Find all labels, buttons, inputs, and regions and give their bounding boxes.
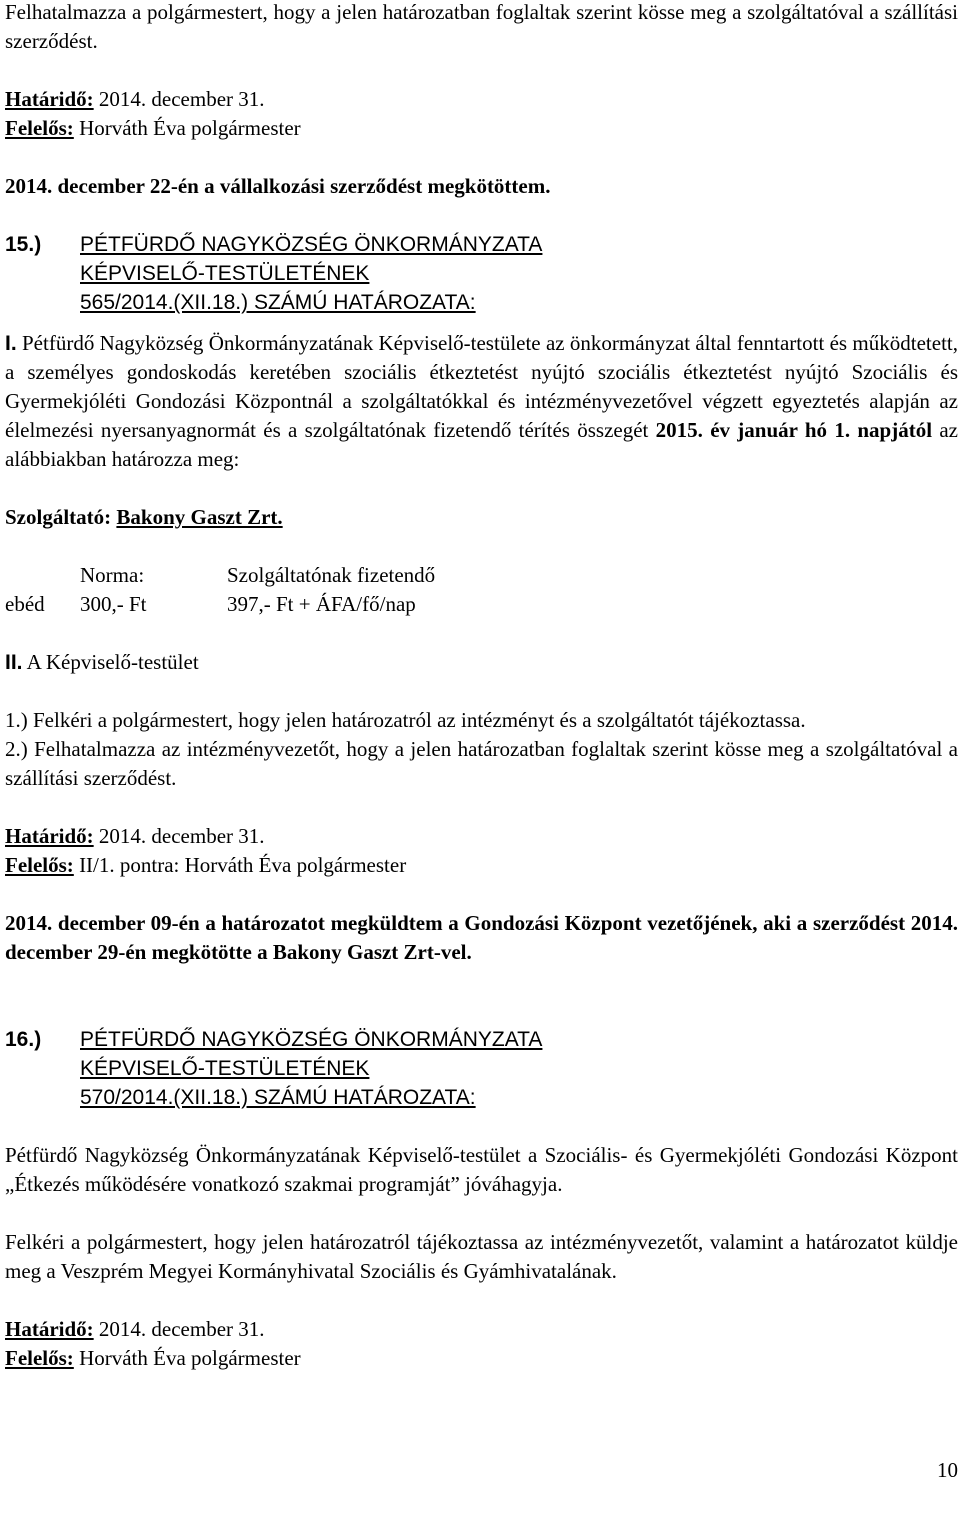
section-15-marker-1: I. bbox=[5, 332, 17, 355]
section-15-title-line3: 565/2014.(XII.18.) SZÁMÚ HATÁROZATA: bbox=[80, 291, 476, 314]
page-number: 10 bbox=[937, 1458, 958, 1482]
section-15-item-1: 1.) Felkéri a polgármestert, hogy jelen határozatról az intézményt és a szolgáltatót tájékoztassa. bbox=[5, 708, 806, 732]
document-page bbox=[5, 0, 958, 1373]
section-15-heading bbox=[5, 230, 958, 317]
section-16-deadline bbox=[5, 1315, 958, 1344]
section-16-heading bbox=[5, 1025, 958, 1112]
payable-value: 397,- Ft + ÁFA/fő/nap bbox=[227, 592, 416, 616]
section-15-title-line2: KÉPVISELŐ-TESTÜLETÉNEK bbox=[80, 262, 370, 285]
provider-line bbox=[5, 503, 958, 532]
section-15-paragraph-1: I. Pétfürdő Nagyközség Önkormányzatának Képviselő-testülete az önkormányzat által fenntartott és működtetett, a személyes gondoskodás keretében szociális étkeztetést nyújtó szociális étkeztetést nyújtó Szociális és Gyermekjóléti Gondozási Központnál a szolgáltatókkal és intézményvezetővel végzett egyeztetés alapján az élelmezési nyersanyagnormát és a szolgáltatónak fizetendő térítés összegét 2015. év január hó 1. napjától az alábbiakban határozza meg: bbox=[5, 331, 958, 471]
responsible-value: Horváth Éva polgármester bbox=[73, 116, 301, 140]
norma-header: Norma: bbox=[80, 563, 145, 587]
section-15-effective-date: 2015. év január hó 1. napjától bbox=[655, 418, 933, 442]
deadline-label: Határidő: bbox=[5, 1317, 94, 1341]
meal-label: ebéd bbox=[5, 592, 45, 616]
norma-table-header bbox=[5, 561, 958, 590]
deadline-label: Határidő: bbox=[5, 87, 94, 111]
provider-name: Bakony Gaszt Zrt. bbox=[116, 505, 283, 529]
section-16-title-line1: PÉTFÜRDŐ NAGYKÖZSÉG ÖNKORMÁNYZATA bbox=[80, 1028, 543, 1051]
responsible-label: Felelős: bbox=[5, 116, 74, 140]
section-15-responsible bbox=[5, 851, 958, 880]
responsible-value: Horváth Éva polgármester bbox=[73, 1346, 301, 1370]
deadline-value: 2014. december 31. bbox=[93, 87, 265, 111]
section-15-title-line1: PÉTFÜRDŐ NAGYKÖZSÉG ÖNKORMÁNYZATA bbox=[80, 233, 543, 256]
deadline-label: Határidő: bbox=[5, 824, 94, 848]
responsible-label: Felelős: bbox=[5, 1346, 74, 1370]
payable-header: Szolgáltatónak fizetendő bbox=[227, 563, 436, 587]
deadline-value: 2014. december 31. bbox=[93, 824, 265, 848]
intro-paragraph: Felhatalmazza a polgármestert, hogy a jelen határozatban foglaltak szerint kösse meg a szolgáltatóval a szállítási szerződést. bbox=[5, 0, 958, 53]
section-15-number: 15.) bbox=[5, 233, 42, 256]
section-16-paragraph-2: Felkéri a polgármestert, hogy jelen határozatról tájékoztassa az intézményvezetőt, valamint a határozatot küldje meg a Veszprém Megyei Kormányhivatal Szociális és Gyámhivatalának. bbox=[5, 1230, 958, 1283]
section-15-item-2: 2.) Felhatalmazza az intézményvezetőt, hogy a jelen határozatban foglaltak szerint kösse meg a szolgáltatóval a szállítási szerződést. bbox=[5, 737, 958, 790]
section-16-number: 16.) bbox=[5, 1028, 42, 1051]
provider-label: Szolgáltató: bbox=[5, 505, 117, 529]
norma-table-row bbox=[5, 590, 958, 619]
section-16-title-line2: KÉPVISELŐ-TESTÜLETÉNEK bbox=[80, 1057, 370, 1080]
section-16-paragraph-1: Pétfürdő Nagyközség Önkormányzatának Képviselő-testület a Szociális- és Gyermekjóléti Gondozási Központ „Étkezés működésére vonatkozó szakmai programját” jóváhagyja. bbox=[5, 1143, 958, 1196]
deadline-value: 2014. december 31. bbox=[93, 1317, 265, 1341]
intro-deadline bbox=[5, 85, 958, 114]
section-15-note: 2014. december 09-én a határozatot megküldtem a Gondozási Központ vezetőjének, aki a szerződést 2014. december 29-én megkötötte a Bakony Gaszt Zrt-vel. bbox=[5, 911, 958, 964]
responsible-label: Felelős: bbox=[5, 853, 74, 877]
intro-note: 2014. december 22-én a vállalkozási szerződést megkötöttem. bbox=[5, 174, 551, 198]
section-15-paragraph-2: II. A Képviselő-testület bbox=[5, 650, 199, 674]
norma-value: 300,- Ft bbox=[80, 592, 147, 616]
section-16-title-line3: 570/2014.(XII.18.) SZÁMÚ HATÁROZATA: bbox=[80, 1086, 476, 1109]
responsible-value: II/1. pontra: Horváth Éva polgármester bbox=[73, 853, 407, 877]
intro-responsible bbox=[5, 114, 958, 143]
section-15-marker-2: II. bbox=[5, 651, 23, 674]
section-15-deadline bbox=[5, 822, 958, 851]
section-16-responsible bbox=[5, 1344, 958, 1373]
